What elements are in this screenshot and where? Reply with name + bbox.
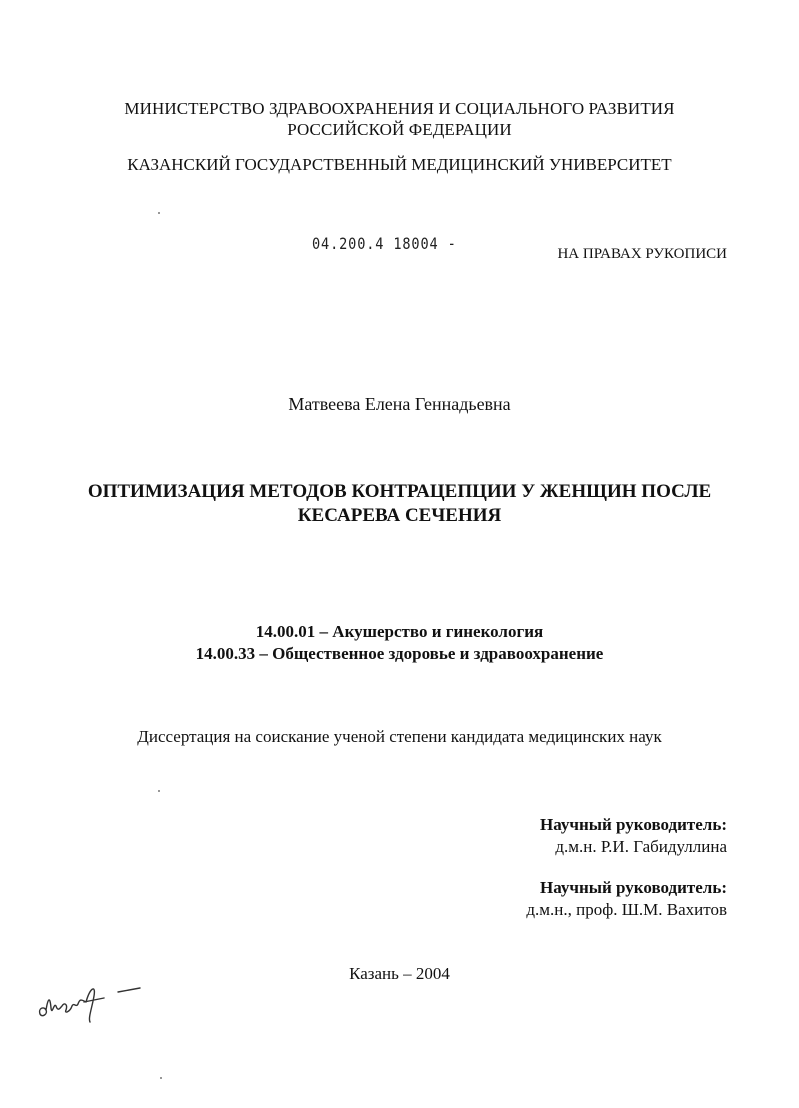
advisor-heading: Научный руководитель: — [540, 815, 727, 834]
scan-speck — [158, 790, 160, 792]
ministry-line-2: РОССИЙСКОЙ ФЕДЕРАЦИИ — [287, 120, 512, 139]
advisor-block-2 — [526, 877, 727, 921]
city-year: Казань – 2004 — [349, 964, 450, 983]
author-name: Матвеева Елена Геннадьевна — [288, 394, 511, 414]
advisor-block-1 — [540, 814, 727, 858]
title-line-1: ОПТИМИЗАЦИЯ МЕТОДОВ КОНТРАЦЕПЦИИ У ЖЕНЩИН ПОСЛЕ — [87, 481, 712, 502]
handwritten-signature — [34, 978, 146, 1026]
university-name: КАЗАНСКИЙ ГОСУДАРСТВЕННЫЙ МЕДИЦИНСКИЙ УНИВЕРСИТЕТ — [127, 155, 672, 174]
ministry-header — [0, 98, 799, 140]
specialty-item: 14.00.01 – Акушерство и гинекология — [255, 622, 544, 641]
advisor-name: д.м.н. Р.И. Габидуллина — [555, 837, 727, 856]
advisor-name: д.м.н., проф. Ш.М. Вахитов — [526, 900, 727, 919]
ministry-line-1: МИНИСТЕРСТВО ЗДРАВООХРАНЕНИЯ И СОЦИАЛЬНОГО РАЗВИТИЯ — [124, 99, 675, 118]
scan-speck — [160, 1077, 162, 1079]
rights-notice: НА ПРАВАХ РУКОПИСИ — [557, 246, 727, 262]
dissertation-description: Диссертация на соискание ученой степени кандидата медицинских наук — [137, 727, 662, 746]
dissertation-title — [0, 480, 799, 528]
specialty-item: 14.00.33 – Общественное здоровье и здравоохранение — [195, 644, 604, 663]
advisor-heading: Научный руководитель: — [540, 878, 727, 897]
registration-number: 04.200.4 18004 - — [312, 234, 457, 253]
specialties — [0, 621, 799, 665]
scan-speck — [158, 212, 160, 214]
title-line-2: КЕСАРЕВА СЕЧЕНИЯ — [297, 505, 502, 526]
